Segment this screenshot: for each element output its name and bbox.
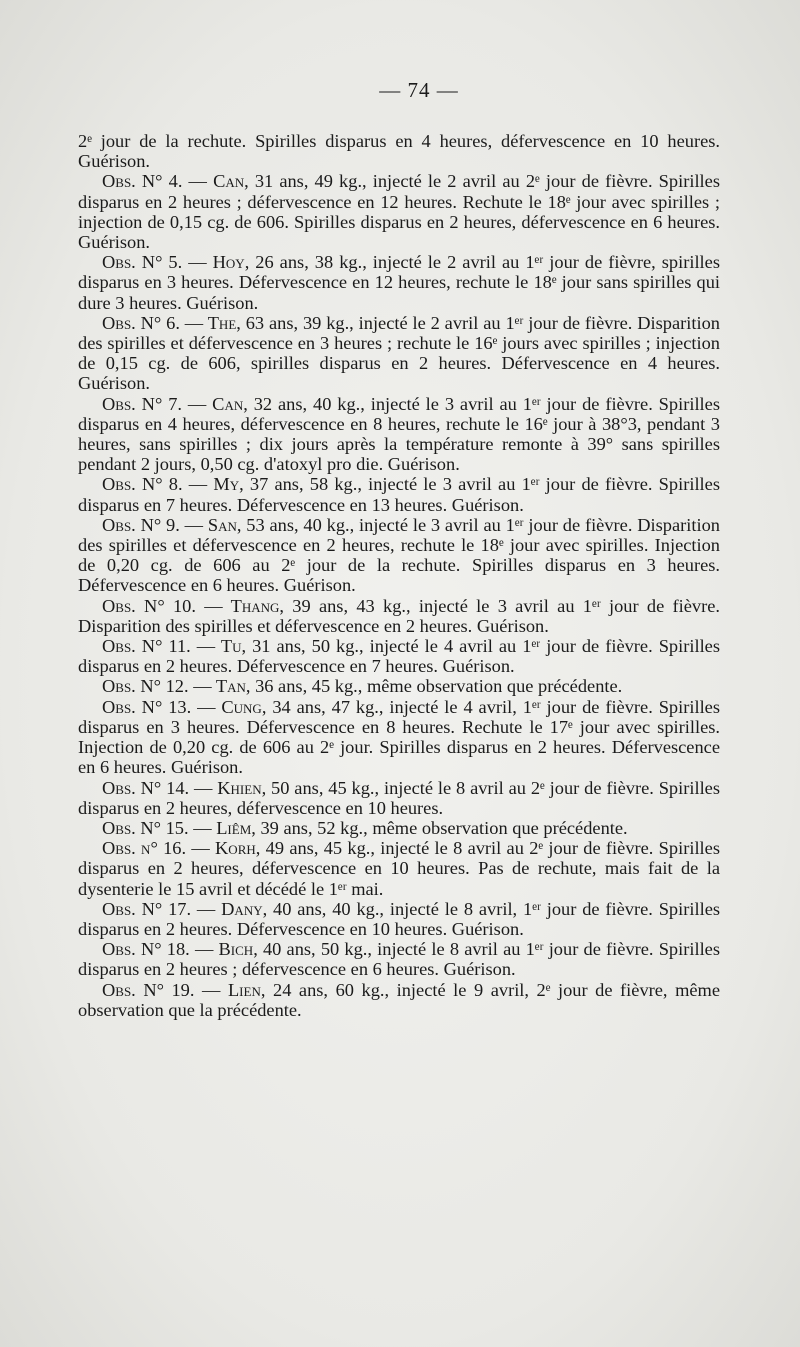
observation-text: , 26 ans, 38 kg., injecté le 2 avril au 1ᵉʳ jour de fièvre, spirilles disparus en 3 heures. Défervescence en 12 heures, rechute le 18ᵉ jour sans spirilles qui dure 3 heures. Guérison. [78, 252, 720, 313]
patient-name: Cung [221, 696, 262, 717]
observation-text: , 37 ans, 58 kg., injecté le 3 avril au 1ᵉʳ jour de fièvre. Spirilles disparus en 7 heures. Défervescence en 13 heures. Guérison. [78, 474, 720, 515]
observation-list [78, 171, 720, 1020]
observation-label: Obs. N° 8. — [102, 474, 214, 495]
observation-label: Obs. N° 13. — [102, 696, 222, 717]
observation-paragraph [78, 596, 720, 636]
observation-text: , 31 ans, 50 kg., injecté le 4 avril au 1ᵉʳ jour de fièvre. Spirilles disparus en 2 heures. Défervescence en 7 heures. Guérison. [78, 636, 721, 677]
observation-label: Obs. N° 12. — [102, 676, 216, 697]
observation-paragraph [78, 778, 720, 818]
observation-text: , 31 ans, 49 kg., injecté le 2 avril au 2ᵉ jour de fièvre. Spirilles disparus en 2 heures ; défervescence en 12 heures. Rechute le 18ᵉ jour avec spirilles ; injection de 0,15 cg. de 606. Spirilles disparus en 2 heures, défervescence en 6 heures. Guérison. [78, 171, 720, 253]
observation-paragraph [78, 939, 720, 979]
patient-name: Lien [227, 979, 261, 1000]
observation-text: , 36 ans, 45 kg., même observation que précédente. [245, 676, 623, 697]
observation-paragraph [78, 171, 720, 252]
observation-label: Obs. N° 11. — [102, 636, 221, 657]
observation-text: , 32 ans, 40 kg., injecté le 3 avril au 1ᵉʳ jour de fièvre. Spirilles disparus en 4 heures, défervescence en 8 heures, rechute le 16ᵉ jour à 38°3, pendant 3 heures, sans spirilles ; dix jours après la température remonte à 39° sans spirilles pendant 2 jours, 0,50 cg. d'atoxyl pro die. Guérison. [78, 393, 720, 475]
observation-label: Obs. N° 7. — [102, 393, 213, 414]
observation-text: , 39 ans, 52 kg., même observation que précédente. [251, 817, 628, 838]
opening-paragraph: 2ᵉ jour de la rechute. Spirilles disparus en 4 heures, défervescence en 10 heures. Guérison. [78, 131, 720, 172]
observation-text: , 40 ans, 40 kg., injecté le 8 avril, 1ᵉʳ jour de fièvre. Spirilles disparus en 2 heures. Défervescence en 10 heures. Guérison. [78, 898, 721, 939]
page-number: — 74 — [379, 78, 459, 102]
patient-name: Can [213, 171, 245, 192]
patient-name: Tan [215, 676, 246, 697]
patient-name: Korh [215, 838, 256, 859]
observation-label: Obs. N° 9. — [102, 514, 208, 535]
observation-paragraph [78, 636, 720, 676]
document-body [78, 131, 720, 1020]
patient-name: Can [212, 393, 244, 414]
observation-label: Obs. N° 17. — [102, 898, 222, 919]
observation-label: Obs. N° 5. — [102, 252, 213, 273]
patient-name: Dany [221, 898, 263, 919]
observation-paragraph [78, 313, 720, 394]
observation-paragraph [78, 474, 720, 514]
patient-name: My [213, 474, 240, 495]
patient-name: Thang [230, 595, 280, 616]
observation-text: , 24 ans, 60 kg., injecté le 9 avril, 2ᵉ jour de fièvre, même observation que la précédente. [78, 979, 720, 1020]
observation-text: , 63 ans, 39 kg., injecté le 2 avril au 1ᵉʳ jour de fièvre. Disparition des spirilles et défervescence en 3 heures ; rechute le 16ᵉ jours avec spirilles ; injection de 0,15 cg. de 606, spirilles disparus en 2 heures. Défervescence en 4 heures. Guérison. [78, 312, 720, 394]
patient-name: Liêm [216, 817, 252, 838]
observation-text: , 50 ans, 45 kg., injecté le 8 avril au 2ᵉ jour de fièvre. Spirilles disparus en 2 heures, défervescence en 10 heures. [78, 777, 720, 818]
observation-paragraph [78, 980, 720, 1020]
observation-label: Obs. n° 16. — [102, 838, 216, 859]
observation-label: Obs. N° 6. — [102, 312, 208, 333]
observation-label: Obs. N° 19. — [102, 979, 228, 1000]
observation-paragraph [78, 838, 720, 899]
observation-paragraph [78, 697, 720, 778]
observation-text: , 34 ans, 47 kg., injecté le 4 avril, 1ᵉʳ jour de fièvre. Spirilles disparus en 3 heures. Défervescence en 8 heures. Rechute le 17ᵉ jour avec spirilles. Injection de 0,20 cg. de 606 au 2ᵉ jour. Spirilles disparus en 2 heures. Défervescence en 6 heures. Guérison. [78, 696, 721, 778]
observation-label: Obs. N° 14. — [102, 777, 218, 798]
observation-text: , 40 ans, 50 kg., injecté le 8 avril au 1ᵉʳ jour de fièvre. Spirilles disparus en 2 heures ; défervescence en 6 heures. Guérison. [78, 939, 721, 980]
observation-paragraph [78, 515, 720, 596]
observation-paragraph [78, 252, 720, 313]
observation-label: Obs. N° 15. — [102, 817, 217, 838]
patient-name: Hoy [212, 252, 245, 273]
observation-paragraph [78, 394, 720, 475]
patient-name: Bich [218, 939, 254, 960]
observation-text: , 49 ans, 45 kg., injecté le 8 avril au 2ᵉ jour de fièvre. Spirilles disparus en 2 heures, défervescence en 10 heures. Pas de rechute, mais fait de la dysenterie le 15 avril et décédé le 1ᵉʳ mai. [78, 838, 720, 899]
observation-paragraph [78, 899, 720, 939]
patient-name: The [207, 312, 237, 333]
patient-name: San [207, 514, 237, 535]
patient-name: Tu [220, 636, 242, 657]
observation-text: , 39 ans, 43 kg., injecté le 3 avril au 1ᵉʳ jour de fièvre. Disparition des spirilles et défervescence en 2 heures. Guérison. [78, 595, 721, 636]
observation-label: Obs. N° 4. — [102, 171, 214, 192]
patient-name: Khien [217, 777, 262, 798]
observation-paragraph [78, 676, 720, 696]
observation-paragraph [78, 818, 720, 838]
observation-text: , 53 ans, 40 kg., injecté le 3 avril au 1ᵉʳ jour de fièvre. Disparition des spirilles et défervescence en 2 heures, rechute le 18ᵉ jour avec spirilles. Injection de 0,20 cg. de 606 au 2ᵉ jour de la rechute. Spirilles disparus en 3 heures. Défervescence en 6 heures. Guérison. [78, 514, 720, 596]
observation-label: Obs. N° 18. — [102, 939, 219, 960]
observation-label: Obs. N° 10. — [102, 595, 231, 616]
